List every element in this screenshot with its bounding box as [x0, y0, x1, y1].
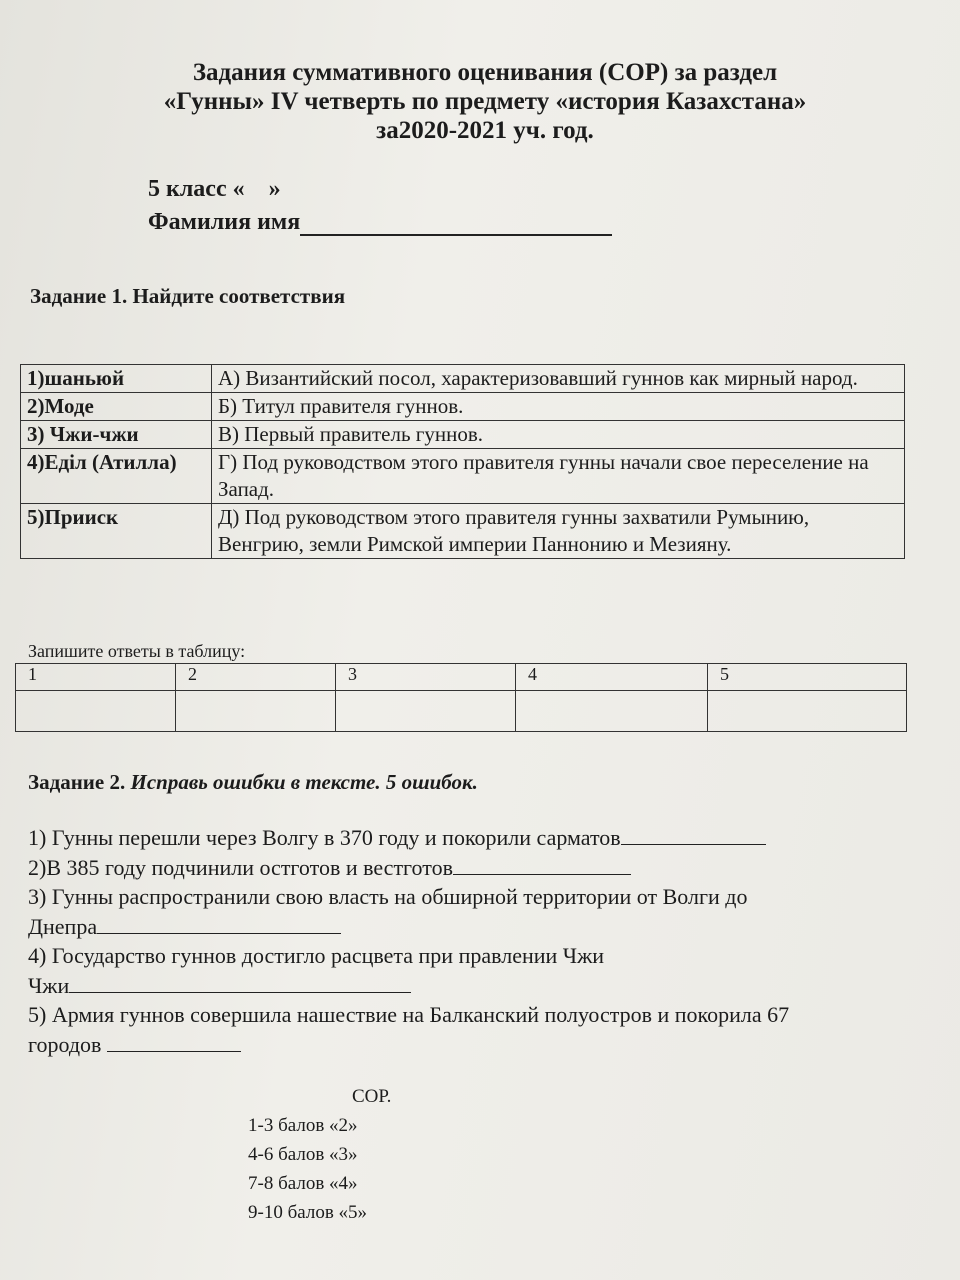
- term-cell: 1)шаньюй: [21, 365, 212, 393]
- task2-title-italic: Исправь ошибки в тексте. 5 ошибок.: [130, 770, 478, 794]
- term-cell: 3) Чжи-чжи: [21, 421, 212, 449]
- answer-cell-2[interactable]: [176, 691, 336, 732]
- definition-cell: Д) Под руководством этого правителя гунны захватили Румынию, Венгрию, земли Римской империи Паннонию и Мезияну.: [212, 504, 905, 559]
- list-item: Чжи: [28, 970, 908, 1000]
- list-item: Днепра: [28, 911, 908, 941]
- task1-title: Задание 1. Найдите соответствия: [30, 284, 346, 308]
- task2-title-bold: Задание 2.: [28, 770, 126, 794]
- answer-col-label: 5: [708, 664, 907, 691]
- score-item: 7-8 балов «4»: [248, 1173, 358, 1194]
- name-label: Фамилия имя: [148, 209, 301, 235]
- title-line-2: «Гунны» IV четверть по предмету «история Казахстана»: [163, 88, 807, 115]
- answer-blank[interactable]: [97, 911, 341, 934]
- scoring-title: СОР.: [352, 1086, 392, 1107]
- term-cell: 4)Еділ (Атилла): [21, 449, 212, 504]
- answer-input-row: [16, 691, 907, 732]
- answer-cell-3[interactable]: [336, 691, 516, 732]
- definition-cell: В) Первый правитель гуннов.: [212, 421, 905, 449]
- title-line-1: Задания суммативного оценивания (СОР) за раздел: [192, 59, 778, 86]
- definition-cell: А) Византийский посол, характеризовавший гуннов как мирный народ.: [212, 365, 905, 393]
- title-line-3: за2020-2021 уч. год.: [376, 117, 594, 144]
- list-item: 5) Армия гуннов совершила нашествие на Балканский полуостров и покорила 67: [28, 1002, 790, 1027]
- table-row: [21, 365, 905, 393]
- answer-col-label: 2: [176, 664, 336, 691]
- answer-blank[interactable]: [621, 822, 766, 845]
- answer-blank[interactable]: [453, 852, 631, 875]
- score-item: 1-3 балов «2»: [248, 1115, 358, 1136]
- table-row: [21, 504, 905, 559]
- definition-cell: Г) Под руководством этого правителя гунны начали свое переселение на Запад.: [212, 449, 905, 504]
- score-item: 9-10 балов «5»: [248, 1202, 368, 1223]
- error-sentences-list: [28, 822, 908, 1059]
- answer-col-label: 1: [16, 664, 176, 691]
- answer-cell-5[interactable]: [708, 691, 907, 732]
- page-title: [100, 58, 870, 145]
- list-item: 4) Государство гуннов достигло расцвета при правлении Чжи: [28, 943, 605, 968]
- definition-cell: Б) Титул правителя гуннов.: [212, 393, 905, 421]
- score-item: 4-6 балов «3»: [248, 1144, 358, 1165]
- scoring-block: [248, 1082, 391, 1227]
- table-row: [21, 421, 905, 449]
- answer-header-row: [16, 664, 907, 691]
- answer-blank[interactable]: [107, 1029, 241, 1052]
- answer-col-label: 3: [336, 664, 516, 691]
- answers-instruction: Запишите ответы в таблицу:: [28, 641, 246, 661]
- list-item: 1) Гунны перешли через Волгу в 370 году и покорили сарматов: [28, 822, 908, 852]
- answer-cell-4[interactable]: [516, 691, 708, 732]
- answer-table: [15, 663, 907, 732]
- list-item: 2)В 385 году подчинили остготов и вестготов: [28, 852, 908, 882]
- list-item: 3) Гунны распространили свою власть на обширной территории от Волги до: [28, 884, 748, 909]
- term-cell: 2)Моде: [21, 393, 212, 421]
- matching-table: [20, 364, 905, 559]
- table-row: [21, 393, 905, 421]
- table-row: [21, 449, 905, 504]
- class-label: 5 класс « »: [148, 176, 281, 202]
- term-cell: 5)Прииск: [21, 504, 212, 559]
- name-blank[interactable]: [300, 208, 612, 236]
- answer-blank[interactable]: [69, 970, 411, 993]
- answer-col-label: 4: [516, 664, 708, 691]
- answer-cell-1[interactable]: [16, 691, 176, 732]
- name-field: [148, 208, 612, 236]
- task2-title: [28, 770, 478, 795]
- list-item: городов: [28, 1029, 908, 1059]
